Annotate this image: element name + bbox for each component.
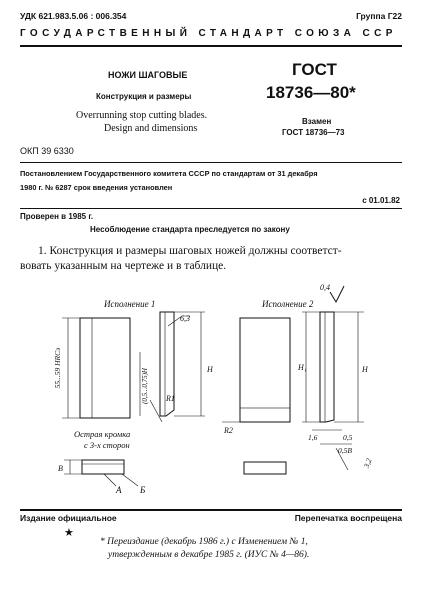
standard-name: НОЖИ ШАГОВЫЕ xyxy=(108,70,188,80)
v2-side-view xyxy=(320,312,334,422)
star-mark: ★ xyxy=(64,527,74,539)
sharp-edge-line2: с 3-х сторон xyxy=(84,440,130,450)
prosecution-note: Несоблюдение стандарта преследуется по закону xyxy=(90,225,290,234)
gost-number: 18736—80* xyxy=(266,83,356,102)
gost-label: ГОСТ xyxy=(292,60,337,79)
reissue-note-line2: утвержденным в декабре 1985 г. (ИУС № 4—86). xyxy=(108,550,310,560)
v2-front-view xyxy=(240,318,290,422)
checked-year: Проверен в 1985 г. xyxy=(20,212,94,221)
sharp-edge-line1: Острая кромка xyxy=(74,429,131,439)
udk-code: УДК 621.983.5.06 : 006.354 xyxy=(20,11,127,21)
standard-banner: ГОСУДАРСТВЕННЫЙ СТАНДАРТ СОЮЗА ССР xyxy=(20,28,397,39)
dim-h-v1: H xyxy=(207,365,213,374)
replaces-label: Взамен xyxy=(302,117,332,126)
dim-h1: H₁ xyxy=(298,363,307,372)
version1-label: Исполнение 1 xyxy=(104,299,156,309)
v1-bottom-view xyxy=(82,460,124,474)
view-b-label: Б xyxy=(140,485,146,495)
decree-line2: 1980 г. № 6287 срок введения установлен xyxy=(20,183,173,192)
view-a-label: А xyxy=(116,485,122,495)
dim-1-6: 1,6 xyxy=(308,433,318,442)
dim-0-5b: 0,5B xyxy=(338,446,352,455)
dim-h-v2: H xyxy=(362,365,368,374)
decree-line1: Постановлением Государственного комитета СССР по стандартам от 31 декабря xyxy=(20,169,318,178)
dim-3-2: 3,2 xyxy=(361,457,374,470)
hardness-label: 55...59 HRCэ xyxy=(53,347,62,389)
english-title-line1: Overrunning stop cutting blades. xyxy=(76,110,208,121)
dim-tolerance: (0,5...0,75)H xyxy=(141,368,149,404)
footer-rule xyxy=(20,509,402,511)
okp-code: ОКП 39 6330 xyxy=(20,146,74,156)
english-title-line2: Design and dimensions xyxy=(104,123,198,134)
replaces-value: ГОСТ 18736—73 xyxy=(282,128,345,137)
standard-subtitle: Конструкция и размеры xyxy=(96,92,192,101)
dim-r2: R2 xyxy=(224,426,233,435)
v2-bottom-view xyxy=(244,462,286,474)
reissue-note-line1: * Переиздание (декабрь 1986 г.) с Изменением № 1, xyxy=(100,537,308,547)
clause1-line1: 1. Конструкция и размеры шаговых ножей должны соответст- xyxy=(38,245,342,257)
group-code: Группа Г22 xyxy=(356,11,402,21)
clause1-line2: вовать указанным на чертеже и в таблице. xyxy=(20,260,227,272)
roughness-symbol xyxy=(330,286,344,302)
dim-b: B xyxy=(58,464,63,473)
v1-front-view xyxy=(80,318,130,418)
dim-6-3: 6,3 xyxy=(180,314,190,323)
official-edition: Издание официальное xyxy=(20,513,117,523)
roughness-value: 0,4 xyxy=(320,283,330,292)
reprint-prohibited: Перепечатка воспрещена xyxy=(294,513,402,523)
effective-date: с 01.01.82 xyxy=(362,196,400,205)
dim-r1: R1 xyxy=(166,394,175,403)
version2-label: Исполнение 2 xyxy=(262,299,314,309)
dim-0-5: 0,5 xyxy=(343,433,353,442)
